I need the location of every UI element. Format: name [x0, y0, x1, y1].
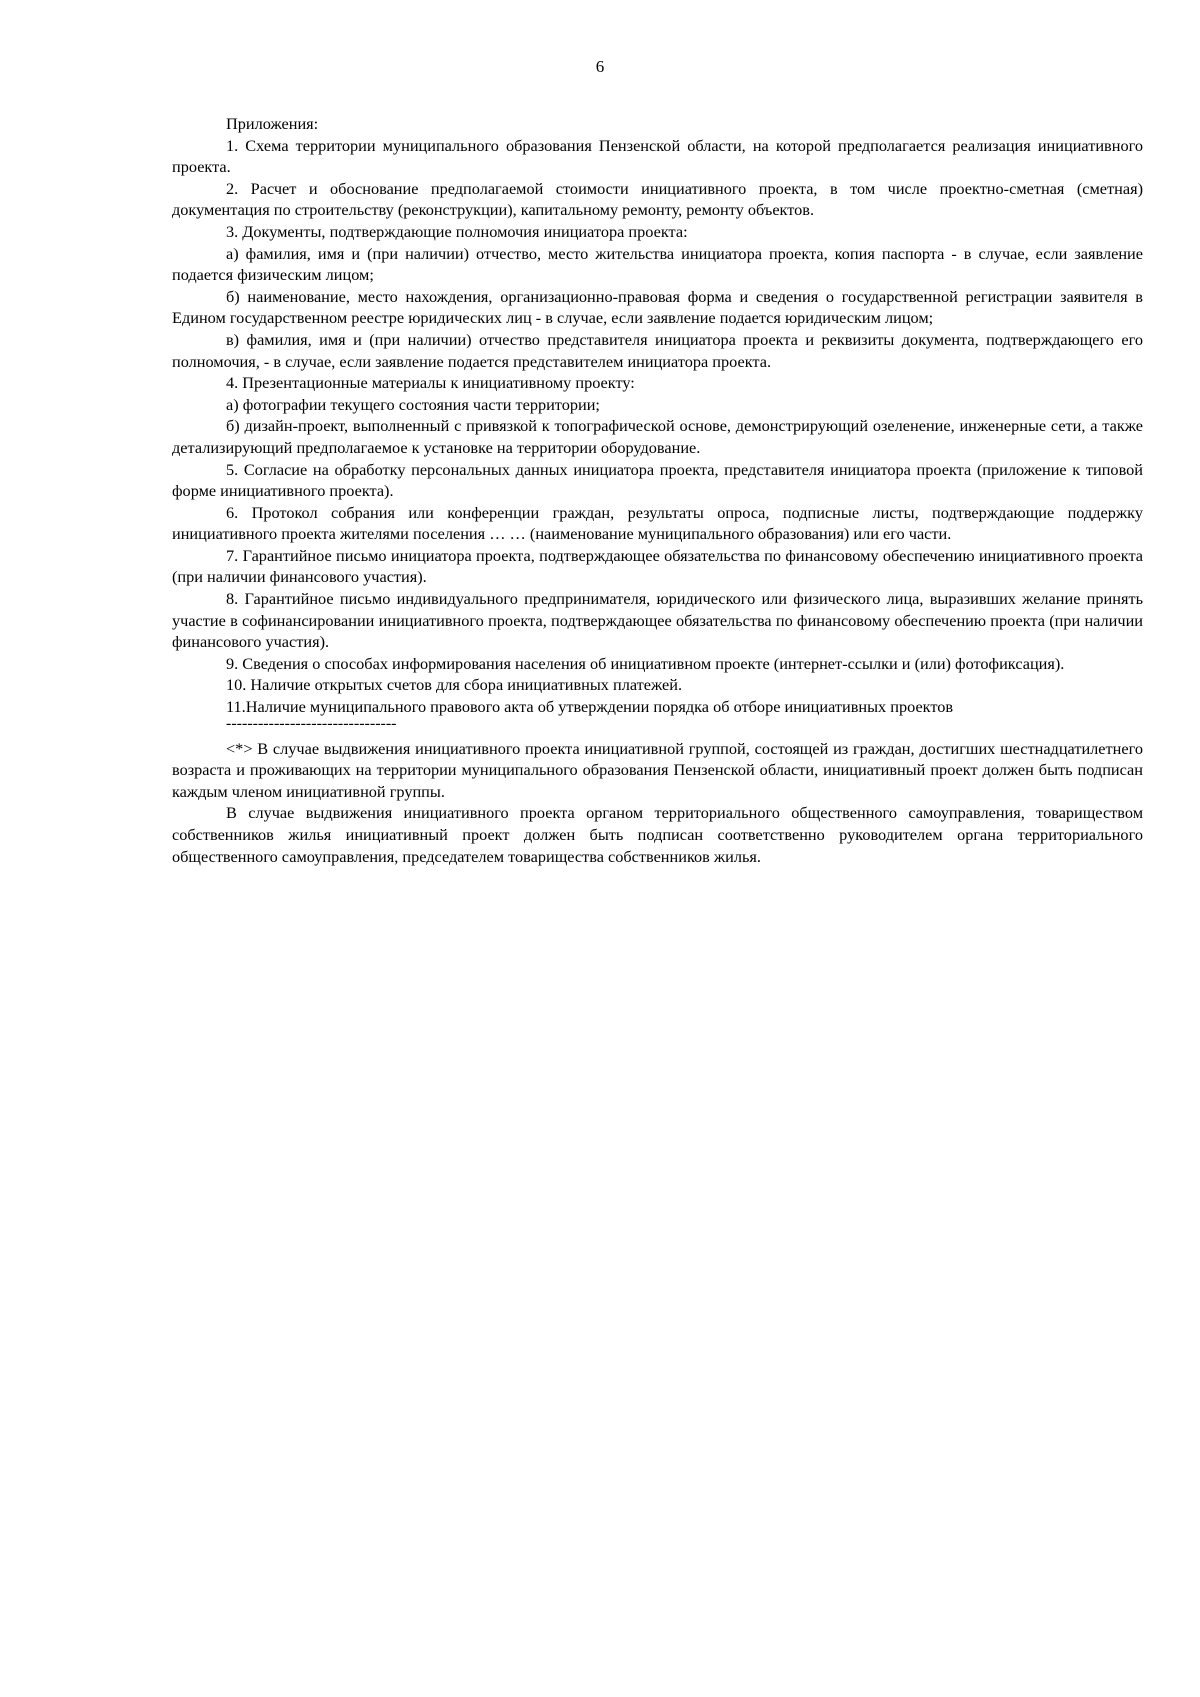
attachment-item-6: 6. Протокол собрания или конференции граждан, результаты опроса, подписные листы, подтверждающие поддержку инициативного проекта жителями поселения … … (наименование муниципального образования) или его части.: [172, 502, 1143, 544]
attachment-item-2: 2. Расчет и обоснование предполагаемой стоимости инициативного проекта, в том числе проектно-сметная (сметная) документация по строительству (реконструкции), капитальному ремонту, ремонту объектов.: [172, 178, 1143, 220]
attachment-item-11: 11.Наличие муниципального правового акта об утверждении порядка об отборе инициативных проектов: [226, 697, 954, 717]
attachment-item-4b: б) дизайн-проект, выполненный с привязкой к топографической основе, демонстрирующий озеленение, инженерные сети, а также детализирующий предполагаемое к установке на территории оборудование.: [172, 416, 1143, 457]
attachment-item-4a: а) фотографии текущего состояния части территории;: [226, 394, 600, 414]
page-number: 6: [595, 57, 605, 76]
footnote-separator: --------------------------------: [226, 717, 397, 732]
attachment-item-3a: а) фамилия, имя и (при наличии) отчество, место жительства инициатора проекта, копия паспорта - в случае, если заявление подается физическим лицом;: [172, 243, 1143, 285]
attachment-item-3b: б) наименование, место нахождения, организационно-правовая форма и сведения о государственной регистрации заявителя в Едином государственном реестре юридических лиц - в случае, если заявление подается юридическим лицом;: [172, 286, 1143, 328]
attachment-item-7: 7. Гарантийное письмо инициатора проекта, подтверждающее обязательства по финансовому обеспечению инициативного проекта (при наличии финансового участия).: [172, 545, 1143, 587]
attachment-item-4: 4. Презентационные материалы к инициативному проекту:: [226, 373, 635, 393]
attachment-item-9: 9. Сведения о способах информирования населения об инициативном проекте (интернет-ссылки и (или) фотофиксация).: [226, 653, 1065, 673]
footnotes: [172, 738, 1143, 868]
attachments-heading: Приложения:: [226, 114, 319, 133]
attachment-item-5: 5. Согласие на обработку персональных данных инициатора проекта, представителя инициатора проекта (приложение к типовой форме инициативного проекта).: [172, 459, 1143, 501]
attachment-item-1: 1. Схема территории муниципального образования Пензенской области, на которой предполагается реализация инициативного проекта.: [172, 135, 1143, 177]
attachment-item-3c: в) фамилия, имя и (при наличии) отчество представителя инициатора проекта и реквизиты документа, подтверждающего его полномочия, - в случае, если заявление подается представителем инициатора проекта.: [172, 329, 1143, 371]
footnote-2: В случае выдвижения инициативного проекта органом территориального общественного самоуправления, товариществом собственников жилья инициативный проект должен быть подписан соответственно руководителем органа территориального общественного самоуправления, председателем товарищества собственников жилья.: [172, 803, 1143, 866]
attachment-item-8: 8. Гарантийное письмо индивидуального предпринимателя, юридического или физического лица, выразивших желание принять участие в софинансировании инициативного проекта, подтверждающее обязательства по финансовому обеспечению проекта (при наличии финансового участия).: [172, 589, 1143, 652]
document-body: [172, 113, 1143, 867]
footnote-1: <*> В случае выдвижения инициативного проекта инициативной группой, состоящей из граждан, достигших шестнадцатилетнего возраста и проживающих на территории муниципального образования Пензенской области, инициативный проект должен быть подписан каждым членом инициативной группы.: [172, 738, 1143, 801]
attachment-item-3: 3. Документы, подтверждающие полномочия инициатора проекта:: [226, 221, 688, 241]
attachment-item-10: 10. Наличие открытых счетов для сбора инициативных платежей.: [226, 675, 683, 695]
